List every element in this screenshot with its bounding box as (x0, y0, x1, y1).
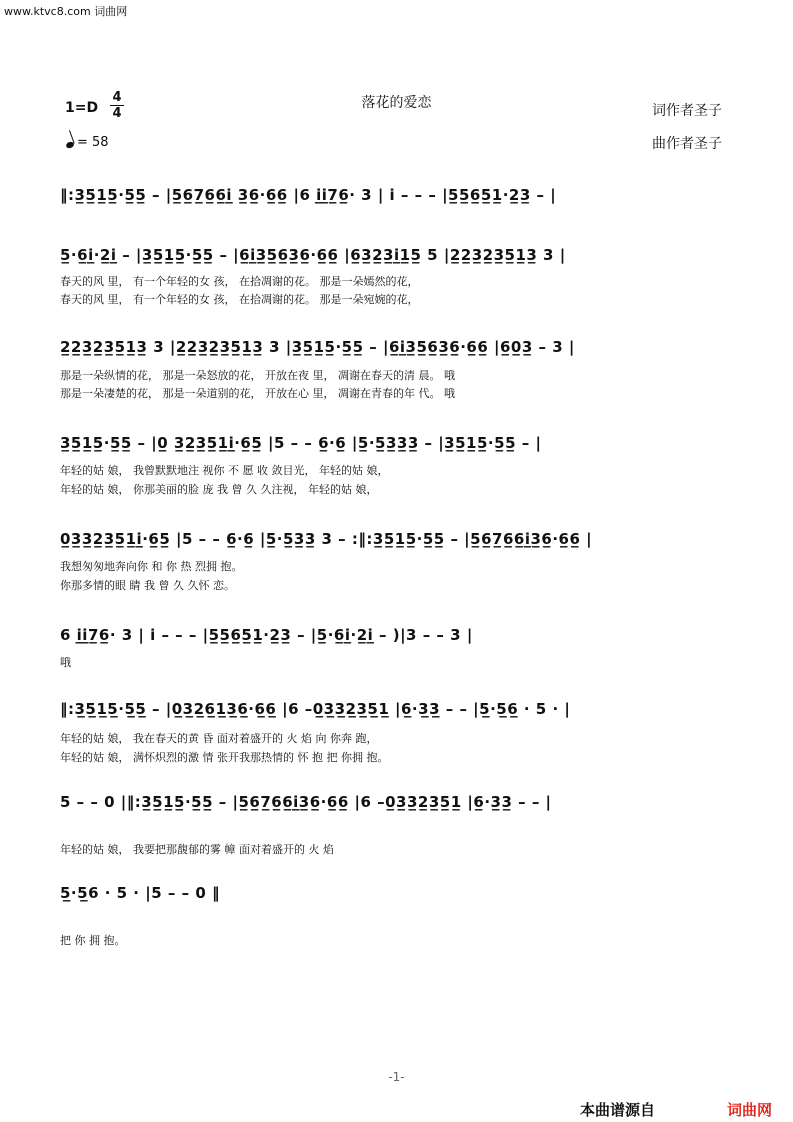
score-system-8 (60, 793, 728, 855)
key-signature: 1=D (65, 100, 99, 116)
meter-top: 4 (112, 90, 122, 105)
lyric-verse-2: 那是一朵凄楚的花， 那是一朵道别的花， 开放在心 里， 凋谢在青春的年 代。 哦 (60, 387, 455, 400)
score-system-5 (60, 530, 728, 592)
lyric-verse-1: 哦 (60, 656, 71, 669)
lyric-verse-1: 春天的风 里， 有一个年轻的女 孩， 在拾凋谢的花。 那是一朵嫣然的花， (60, 275, 419, 288)
lyric-verse-2: 年轻的姑 娘， 你那美丽的脸 庞 我 曾 久 久注视， 年轻的姑 娘， (60, 483, 378, 496)
page-number: -1- (388, 1070, 405, 1084)
composer-credit: 曲作者圣子 (652, 136, 722, 152)
score-system-7 (60, 700, 728, 766)
notation-line: ‖:3̲5̲1̲5̲·5̲5̲ – |0̲3̲2̲6̲1̲3̲6̲·6̲6̲ |6 –0̲3̲3̲2̲3̲5̲1̲ |6̲·3̲3̲ – – |5̲·5̲6̲ · 5 · | (60, 700, 571, 718)
song-title: 落花的爱恋 (361, 95, 432, 111)
brand-logo[interactable]: 词曲网 (727, 1101, 773, 1119)
notation-line: 6 i̲i̲7̲6̲· 3 | i – – – |5̲5̲6̲5̲1̲·2̲3̲ – |5̲·6̲i̲·2̲i̲ – )|3 – – 3 | (60, 626, 473, 644)
lyric-verse-2: 你那多情的眼 睛 我 曾 久 久怀 恋。 (60, 579, 235, 592)
notation-line: 5̲·6̲i̲·2̲i̲ – |3̲5̲1̲5̲·5̲5̲ – |6̲i̲3̲5̲6̲3̲6̲·6̲6̲ |6̲3̲2̲3̲i̲1̲5̲ 5 |2̲2̲3̲2̲3̲5̲1̲3̲ 3 | (60, 246, 566, 264)
score-system-9 (60, 884, 728, 946)
tempo-value: = 58 (77, 135, 109, 150)
lyric-verse-1: 年轻的姑 娘， 我曾默默地注 视你 不 愿 收 敛目光， 年轻的姑 娘， (60, 464, 389, 477)
score-system-6 (60, 626, 728, 671)
time-signature (110, 90, 124, 121)
notation-line: 2̲2̲3̲2̲3̲5̲1̲3̲ 3 |2̲2̲3̲2̲3̲5̲1̲3̲ 3 |3̲5̲1̲5̲·5̲5̲ – |6̲i̲3̲5̲6̲3̲6̲·6̲6̲ |6̲0̲3̲ – 3 | (60, 338, 575, 356)
site-url[interactable]: www.ktvc8.com 词曲网 (4, 5, 128, 18)
score-system-2 (60, 246, 728, 308)
score-system-4 (60, 434, 728, 496)
score-system-1 (60, 186, 728, 216)
tempo-marking (66, 135, 109, 150)
lyric-verse-2: 春天的风 里， 有一个年轻的女 孩， 在拾凋谢的花。 那是一朵宛婉的花， (60, 293, 419, 306)
score-system-3 (60, 338, 728, 400)
lyric-verse-1: 年轻的姑 娘， 我要把那馥郁的雾 幛 面对着盛开的 火 焰 (60, 843, 334, 856)
source-label: 本曲谱源自 (580, 1101, 656, 1119)
meter-bottom: 4 (110, 105, 124, 121)
lyricist-credit: 词作者圣子 (652, 103, 722, 119)
lyric-verse-1: 把 你 拥 抱。 (60, 934, 126, 947)
quarter-note-icon (65, 141, 75, 149)
lyric-verse-1: 年轻的姑 娘， 我在春天的黄 昏 面对着盛开的 火 焰 向 你奔 跑， (60, 732, 378, 745)
lyric-verse-1: 那是一朵纵情的花， 那是一朵怒放的花， 开放在夜 里， 凋谢在春天的清 晨。 哦 (60, 369, 455, 382)
notation-line: 5̲·5̲6 · 5 · |5 – – 0 ‖ (60, 884, 220, 902)
notation-line: ‖:3̲5̲1̲5̲·5̲5̲ – |5̲6̲7̲6̲6̲i̲ 3̲6̲·6̲6̲ |6 i̲i̲7̲6̲· 3 | i – – – |5̲5̲6̲5̲1̲·2̲3̲ – | (60, 186, 557, 204)
lyric-verse-2: 年轻的姑 娘， 满怀炽烈的激 情 张开我那热情的 怀 抱 把 你拥 抱。 (60, 751, 389, 764)
notation-line: 0̲3̲3̲2̲3̲5̲1̲i̲·6̲5̲ |5 – – 6̲·6̲ |5̲·5̲3̲3̲ 3 – :‖:3̲5̲1̲5̲·5̲5̲ – |5̲6̲7̲6̲6̲i̲3̲6̲·6̲6̲ | (60, 530, 593, 548)
notation-line: 3̲5̲1̲5̲·5̲5̲ – |0̲ 3̲2̲3̲5̲1̲i̲·6̲5̲ |5 – – 6̲·6̲ |5̲·5̲3̲3̲3̲ – |3̲5̲1̲5̲·5̲5̲ – | (60, 434, 542, 452)
lyric-verse-1: 我想匆匆地奔向你 和 你 热 烈拥 抱。 (60, 560, 243, 573)
notation-line: 5 – – 0 |‖:3̲5̲1̲5̲·5̲5̲ – |5̲6̲7̲6̲6̲i̲3̲6̲·6̲6̲ |6 –0̲3̲3̲2̲3̲5̲1̲ |6̲·3̲3̲ – – | (60, 793, 552, 811)
